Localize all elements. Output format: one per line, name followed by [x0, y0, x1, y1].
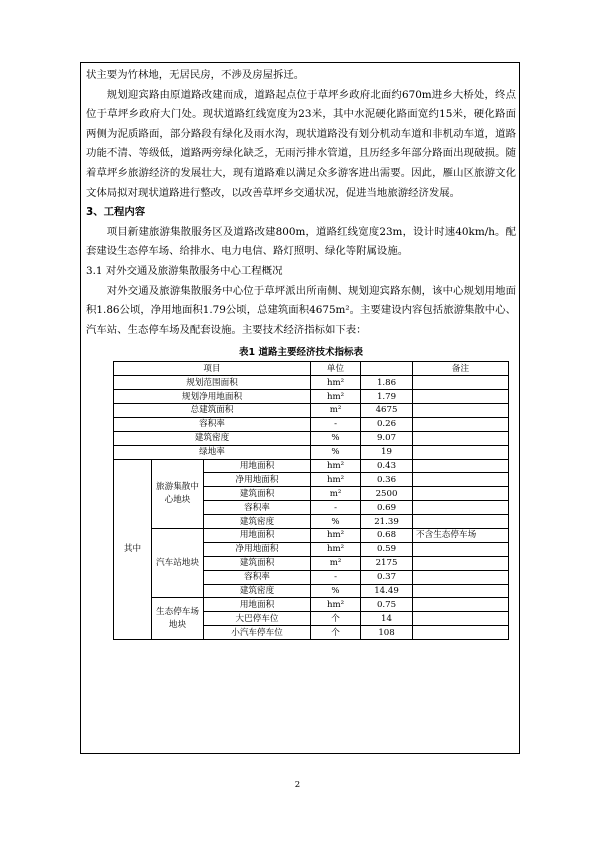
cell-value: 0.37	[361, 570, 413, 584]
cell-value: 0.59	[361, 542, 413, 556]
cell-note	[413, 542, 509, 556]
cell-value: 2175	[361, 556, 413, 570]
cell-item: 用地面积	[204, 529, 311, 543]
cell-value: 9.07	[361, 431, 413, 445]
cell-note	[413, 403, 509, 417]
group-name-cell: 生态停车场地块	[152, 598, 204, 640]
economic-indicator-table	[113, 361, 509, 640]
cell-unit: %	[311, 584, 361, 598]
cell-value: 108	[361, 626, 413, 640]
header-value	[361, 362, 413, 376]
cell-note	[413, 626, 509, 640]
cell-value: 0.68	[361, 529, 413, 543]
cell-value: 0.43	[361, 459, 413, 473]
cell-item: 建筑密度	[114, 431, 311, 445]
cell-unit: hm²	[311, 459, 361, 473]
cell-item: 绿地率	[114, 445, 311, 459]
cell-value: 4675	[361, 403, 413, 417]
paragraph-project-scope: 项目新建旅游集散服务区及道路改建800m，道路红线宽度23m，设计时速40km/h。配套建设生态停车场、给排水、电力电信、路灯照明、绿化等附属设施。	[86, 225, 516, 258]
cell-value: 19	[361, 445, 413, 459]
cell-note	[413, 473, 509, 487]
cell-value: 0.69	[361, 501, 413, 515]
cell-note	[413, 598, 509, 612]
cell-unit: %	[311, 515, 361, 529]
paragraph-road-status: 规划迎宾路由原道路改建而成，道路起点位于草坪乡政府北面约670m进乡大桥处，终点位于草坪乡政府大门处。现状道路红线宽度为23米，其中水泥硬化路面宽约15米，硬化路面两侧为泥质路面，部分路段有绿化及雨水沟，现状道路没有划分机动车道和非机动车道，道路功能不清、等级低，道路两旁绿化缺乏，无雨污排水管道，且历经多年部分路面出现破损。随着草坪乡旅游经济的发展壮大，现有道路难以满足众多游客进出需要。因此，雁山区旅游文化文体局拟对现状道路进行整改，以改善草坪乡交通状况，促进当地旅游经济发展。	[86, 88, 516, 199]
table-row	[114, 417, 509, 431]
cell-note	[413, 445, 509, 459]
page-number: 2	[294, 780, 301, 790]
cell-item: 大巴停车位	[204, 612, 311, 626]
cell-unit: hm²	[311, 390, 361, 404]
cell-note	[413, 390, 509, 404]
cell-value: 2500	[361, 487, 413, 501]
section-heading-project-content: 3、工程内容	[86, 206, 146, 219]
cell-item: 建筑密度	[204, 584, 311, 598]
cell-note	[413, 612, 509, 626]
header-note: 备注	[413, 362, 509, 376]
table-row	[114, 431, 509, 445]
table-row	[114, 459, 509, 473]
cell-item: 容积率	[204, 501, 311, 515]
cell-item: 净用地面积	[204, 473, 311, 487]
cell-value: 21.39	[361, 515, 413, 529]
cell-note	[413, 570, 509, 584]
cell-item: 小汽车停车位	[204, 626, 311, 640]
group-label-cell: 其中	[114, 459, 152, 640]
cell-value: 0.75	[361, 598, 413, 612]
cell-unit: hm²	[311, 598, 361, 612]
cell-note	[413, 376, 509, 390]
cell-item: 容积率	[204, 570, 311, 584]
cell-item: 规划净用地面积	[114, 390, 311, 404]
cell-unit: m²	[311, 403, 361, 417]
cell-item: 建筑密度	[204, 515, 311, 529]
cell-note	[413, 459, 509, 473]
cell-unit: hm²	[311, 376, 361, 390]
table-row	[114, 529, 509, 543]
group-name-cell: 旅游集散中心地块	[152, 459, 204, 528]
table-row	[114, 598, 509, 612]
cell-unit: 个	[311, 612, 361, 626]
cell-item: 总建筑面积	[114, 403, 311, 417]
cell-value: 1.79	[361, 390, 413, 404]
cell-unit: %	[311, 445, 361, 459]
cell-item: 用地面积	[204, 459, 311, 473]
cell-item: 建筑面积	[204, 487, 311, 501]
cell-note	[413, 487, 509, 501]
cell-item: 容积率	[114, 417, 311, 431]
cell-note	[413, 501, 509, 515]
cell-note: 不含生态停车场	[413, 529, 509, 543]
cell-unit: hm²	[311, 529, 361, 543]
cell-value: 1.86	[361, 376, 413, 390]
cell-unit: 个	[311, 626, 361, 640]
cell-note	[413, 556, 509, 570]
cell-note	[413, 431, 509, 445]
cell-note	[413, 584, 509, 598]
group-name-cell: 汽车站地块	[152, 529, 204, 598]
subsection-heading-3-1: 3.1 对外交通及旅游集散服务中心工程概况	[86, 264, 283, 277]
paragraph-continuation: 状主要为竹林地，无居民房，不涉及房屋拆迁。	[86, 69, 305, 81]
cell-unit: m²	[311, 487, 361, 501]
cell-note	[413, 417, 509, 431]
document-body	[86, 66, 516, 640]
table-row	[114, 390, 509, 404]
cell-unit: hm²	[311, 542, 361, 556]
cell-value: 0.26	[361, 417, 413, 431]
cell-item: 用地面积	[204, 598, 311, 612]
cell-unit: m²	[311, 556, 361, 570]
cell-unit: -	[311, 417, 361, 431]
table-row	[114, 403, 509, 417]
table-row	[114, 445, 509, 459]
cell-value: 0.36	[361, 473, 413, 487]
cell-unit: -	[311, 501, 361, 515]
header-item: 项目	[114, 362, 311, 376]
cell-value: 14	[361, 612, 413, 626]
cell-item: 净用地面积	[204, 542, 311, 556]
table-header-row	[114, 362, 509, 376]
cell-unit: -	[311, 570, 361, 584]
cell-note	[413, 515, 509, 529]
table-caption: 表1 道路主要经济技术指标表	[239, 347, 363, 359]
table-row	[114, 376, 509, 390]
header-unit: 单位	[311, 362, 361, 376]
cell-unit: hm²	[311, 473, 361, 487]
cell-item: 建筑面积	[204, 556, 311, 570]
cell-value: 14.49	[361, 584, 413, 598]
paragraph-service-center: 对外交通及旅游集散服务中心位于草坪派出所南侧、规划迎宾路东侧，该中心规划用地面积1.86公顷，净用地面积1.79公顷，总建筑面积4675m²。主要建设内容包括旅游集散中心、汽车站、生态停车场及配套设施。主要技术经济指标如下表：	[86, 284, 516, 336]
cell-unit: %	[311, 431, 361, 445]
cell-item: 规划范围面积	[114, 376, 311, 390]
